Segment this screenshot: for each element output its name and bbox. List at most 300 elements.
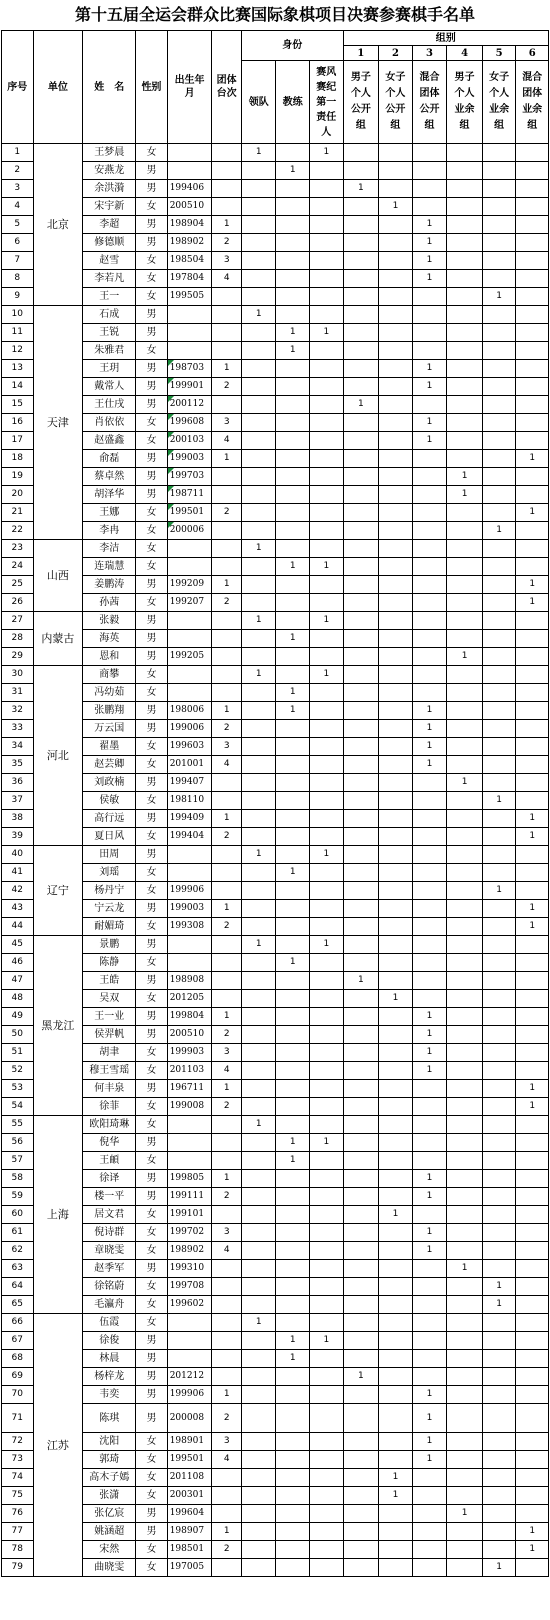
cell-name: 安燕龙 [83, 162, 136, 180]
cell-group-3 [412, 792, 447, 810]
cell-seq: 77 [2, 1523, 34, 1541]
cell-seq: 5 [2, 216, 34, 234]
cell-born: 198501 [167, 1541, 212, 1559]
cell-gender: 男 [136, 1026, 168, 1044]
cell-gender: 女 [136, 1541, 168, 1559]
cell-gender: 女 [136, 522, 168, 540]
cell-group-5 [482, 1224, 516, 1242]
cell-born: 197005 [167, 1559, 212, 1577]
table-row [2, 666, 549, 684]
cell-discipline [310, 990, 344, 1008]
cell-gender: 男 [136, 1008, 168, 1026]
cell-group-5 [482, 846, 516, 864]
cell-team [212, 1152, 241, 1170]
cell-team [212, 468, 241, 486]
cell-coach [276, 882, 310, 900]
cell-gender: 女 [136, 540, 168, 558]
cell-seq: 21 [2, 504, 34, 522]
cell-group-1 [343, 882, 379, 900]
cell-seq: 19 [2, 468, 34, 486]
cell-coach [276, 1296, 310, 1314]
cell-name: 翟墨 [83, 738, 136, 756]
cell-group-3 [412, 324, 447, 342]
cell-coach [276, 432, 310, 450]
cell-group-5 [482, 954, 516, 972]
cell-seq: 40 [2, 846, 34, 864]
table-row [2, 1541, 549, 1559]
cell-group-2 [379, 162, 413, 180]
cell-group-1 [343, 1098, 379, 1116]
cell-group-6: 1 [516, 594, 549, 612]
cell-group-3 [412, 1116, 447, 1134]
cell-group-3: 1 [412, 360, 447, 378]
cell-discipline [310, 360, 344, 378]
cell-unit: 河北 [33, 666, 83, 846]
cell-group-2 [379, 1505, 413, 1523]
cell-group-2 [379, 720, 413, 738]
cell-name: 连瑞慧 [83, 558, 136, 576]
cell-group-1 [343, 540, 379, 558]
cell-gender: 男 [136, 1260, 168, 1278]
cell-unit: 内蒙古 [33, 612, 83, 666]
cell-team: 2 [212, 1098, 241, 1116]
cell-born [167, 936, 212, 954]
cell-discipline [310, 486, 344, 504]
cell-seq: 6 [2, 234, 34, 252]
cell-group-2 [379, 1296, 413, 1314]
cell-name: 高木子嫣 [83, 1469, 136, 1487]
cell-group-6 [516, 774, 549, 792]
cell-seq: 25 [2, 576, 34, 594]
cell-group-3 [412, 972, 447, 990]
cell-leader [241, 1541, 276, 1559]
cell-group-6 [516, 720, 549, 738]
cell-born: 199602 [167, 1296, 212, 1314]
cell-name: 徐俊 [83, 1332, 136, 1350]
cell-leader [241, 324, 276, 342]
cell-team: 3 [212, 252, 241, 270]
cell-group-4 [447, 990, 483, 1008]
cell-group-1 [343, 630, 379, 648]
cell-seq: 22 [2, 522, 34, 540]
cell-seq: 1 [2, 144, 34, 162]
cell-group-2 [379, 1350, 413, 1368]
cell-group-4 [447, 720, 483, 738]
cell-group-2 [379, 1026, 413, 1044]
cell-leader [241, 972, 276, 990]
cell-group-1 [343, 1541, 379, 1559]
header-unit: 单位 [33, 31, 83, 144]
cell-group-2 [379, 1368, 413, 1386]
cell-coach [276, 144, 310, 162]
cell-group-1 [343, 1044, 379, 1062]
cell-team [212, 954, 241, 972]
table-row [2, 1224, 549, 1242]
cell-seq: 46 [2, 954, 34, 972]
cell-group-6 [516, 1044, 549, 1062]
cell-team [212, 486, 241, 504]
cell-seq: 17 [2, 432, 34, 450]
cell-discipline [310, 234, 344, 252]
cell-group-4 [447, 504, 483, 522]
cell-discipline [310, 1224, 344, 1242]
cell-group-4 [447, 954, 483, 972]
cell-name: 肖依依 [83, 414, 136, 432]
cell-group-4 [447, 1224, 483, 1242]
cell-group-2 [379, 1260, 413, 1278]
cell-leader [241, 396, 276, 414]
cell-leader [241, 1386, 276, 1404]
cell-group-2 [379, 324, 413, 342]
cell-group-5 [482, 1368, 516, 1386]
cell-group-2 [379, 702, 413, 720]
cell-group-2 [379, 1224, 413, 1242]
cell-born: 201212 [167, 1368, 212, 1386]
cell-seq: 66 [2, 1314, 34, 1332]
cell-team: 2 [212, 594, 241, 612]
cell-coach: 1 [276, 702, 310, 720]
cell-group-1 [343, 1296, 379, 1314]
cell-seq: 8 [2, 270, 34, 288]
cell-group-3 [412, 1080, 447, 1098]
cell-born [167, 558, 212, 576]
cell-born: 199703 [167, 468, 212, 486]
cell-born: 200008 [167, 1404, 212, 1433]
cell-name: 杨梓龙 [83, 1368, 136, 1386]
cell-discipline [310, 594, 344, 612]
cell-gender: 男 [136, 900, 168, 918]
cell-group-2 [379, 378, 413, 396]
cell-group-1 [343, 504, 379, 522]
cell-group-1 [343, 522, 379, 540]
cell-name: 胡聿 [83, 1044, 136, 1062]
cell-born: 199003 [167, 450, 212, 468]
cell-born: 199111 [167, 1188, 212, 1206]
cell-name: 张亿宸 [83, 1505, 136, 1523]
cell-group-3: 1 [412, 432, 447, 450]
cell-group-2: 1 [379, 1206, 413, 1224]
cell-group-2 [379, 684, 413, 702]
cell-group-4 [447, 1523, 483, 1541]
cell-group-4 [447, 1433, 483, 1451]
cell-coach [276, 216, 310, 234]
table-row [2, 306, 549, 324]
cell-group-5 [482, 1469, 516, 1487]
header-leader: 领队 [241, 61, 276, 144]
cell-group-2 [379, 396, 413, 414]
cell-name: 沈阳 [83, 1433, 136, 1451]
cell-group-5 [482, 234, 516, 252]
cell-leader: 1 [241, 144, 276, 162]
cell-group-1 [343, 828, 379, 846]
table-row [2, 810, 549, 828]
cell-group-4: 1 [447, 648, 483, 666]
cell-group-5 [482, 360, 516, 378]
cell-leader [241, 1332, 276, 1350]
cell-team [212, 792, 241, 810]
cell-born: 198711 [167, 486, 212, 504]
cell-group-2 [379, 342, 413, 360]
cell-born: 199604 [167, 1505, 212, 1523]
cell-born: 198110 [167, 792, 212, 810]
cell-seq: 65 [2, 1296, 34, 1314]
cell-seq: 3 [2, 180, 34, 198]
cell-team: 2 [212, 1026, 241, 1044]
cell-coach [276, 666, 310, 684]
cell-group-1 [343, 288, 379, 306]
cell-seq: 56 [2, 1134, 34, 1152]
cell-seq: 69 [2, 1368, 34, 1386]
cell-name: 陈琪 [83, 1404, 136, 1433]
cell-team: 2 [212, 1404, 241, 1433]
cell-name: 胡泽华 [83, 486, 136, 504]
cell-born [167, 540, 212, 558]
cell-group-5 [482, 756, 516, 774]
cell-born: 199608 [167, 414, 212, 432]
cell-coach [276, 720, 310, 738]
cell-group-6 [516, 846, 549, 864]
cell-coach [276, 972, 310, 990]
cell-group-1 [343, 1386, 379, 1404]
cell-team [212, 162, 241, 180]
cell-team: 4 [212, 1242, 241, 1260]
cell-group-1 [343, 234, 379, 252]
cell-leader [241, 810, 276, 828]
cell-team [212, 774, 241, 792]
table-row [2, 1152, 549, 1170]
cell-gender: 女 [136, 198, 168, 216]
cell-group-6 [516, 180, 549, 198]
cell-group-3: 1 [412, 414, 447, 432]
cell-discipline [310, 1487, 344, 1505]
cell-group-1 [343, 468, 379, 486]
cell-group-3 [412, 396, 447, 414]
cell-group-2 [379, 558, 413, 576]
cell-team [212, 684, 241, 702]
cell-born: 199804 [167, 1008, 212, 1026]
cell-group-4 [447, 288, 483, 306]
cell-seq: 38 [2, 810, 34, 828]
cell-group-2 [379, 648, 413, 666]
cell-group-6 [516, 288, 549, 306]
cell-discipline [310, 468, 344, 486]
cell-gender: 男 [136, 1523, 168, 1541]
cell-born: 199505 [167, 288, 212, 306]
cell-born [167, 162, 212, 180]
cell-group-2 [379, 576, 413, 594]
cell-name: 商攀 [83, 666, 136, 684]
cell-group-6 [516, 1386, 549, 1404]
table-row [2, 1062, 549, 1080]
cell-group-3: 1 [412, 756, 447, 774]
cell-born: 200112 [167, 396, 212, 414]
table-row [2, 558, 549, 576]
cell-born: 199101 [167, 1206, 212, 1224]
cell-coach [276, 180, 310, 198]
cell-group-1 [343, 342, 379, 360]
cell-group-4 [447, 1404, 483, 1433]
cell-born: 199903 [167, 1044, 212, 1062]
header-team [212, 31, 241, 144]
roster-body [2, 144, 549, 1577]
cell-leader [241, 990, 276, 1008]
cell-group-1 [343, 1469, 379, 1487]
cell-leader [241, 468, 276, 486]
cell-born [167, 864, 212, 882]
cell-group-1 [343, 738, 379, 756]
cell-group-3 [412, 468, 447, 486]
cell-team: 3 [212, 738, 241, 756]
cell-coach [276, 828, 310, 846]
cell-seq: 15 [2, 396, 34, 414]
cell-gender: 女 [136, 288, 168, 306]
cell-leader [241, 378, 276, 396]
cell-name: 张潇 [83, 1487, 136, 1505]
cell-coach [276, 540, 310, 558]
cell-born [167, 630, 212, 648]
cell-group-4 [447, 738, 483, 756]
table-row [2, 630, 549, 648]
cell-discipline [310, 648, 344, 666]
cell-group-2 [379, 450, 413, 468]
cell-discipline [310, 1098, 344, 1116]
cell-discipline [310, 810, 344, 828]
cell-group-1 [343, 306, 379, 324]
cell-group-4 [447, 1080, 483, 1098]
table-row [2, 216, 549, 234]
roster-table [1, 30, 549, 1577]
cell-seq: 78 [2, 1541, 34, 1559]
cell-group-4 [447, 1350, 483, 1368]
group-number-1: 1 [343, 46, 379, 61]
cell-coach [276, 1098, 310, 1116]
cell-leader [241, 864, 276, 882]
table-row [2, 684, 549, 702]
cell-gender: 女 [136, 1296, 168, 1314]
cell-team [212, 1559, 241, 1577]
cell-group-4 [447, 216, 483, 234]
header-born [167, 31, 212, 144]
cell-seq: 9 [2, 288, 34, 306]
cell-group-5 [482, 1206, 516, 1224]
group-name-5 [482, 61, 516, 144]
cell-name: 王一 [83, 288, 136, 306]
cell-gender: 女 [136, 1469, 168, 1487]
cell-discipline [310, 684, 344, 702]
cell-name: 徐译 [83, 1170, 136, 1188]
cell-team: 2 [212, 720, 241, 738]
cell-leader: 1 [241, 666, 276, 684]
cell-gender: 女 [136, 342, 168, 360]
cell-gender: 男 [136, 396, 168, 414]
cell-leader [241, 900, 276, 918]
cell-group-1 [343, 1026, 379, 1044]
cell-seq: 79 [2, 1559, 34, 1577]
cell-leader [241, 648, 276, 666]
cell-group-5 [482, 270, 516, 288]
cell-born [167, 306, 212, 324]
cell-group-6 [516, 792, 549, 810]
cell-name: 宋宇新 [83, 198, 136, 216]
cell-group-4 [447, 936, 483, 954]
cell-group-1 [343, 684, 379, 702]
cell-group-1 [343, 1008, 379, 1026]
cell-discipline [310, 1559, 344, 1577]
cell-team [212, 630, 241, 648]
cell-team: 1 [212, 900, 241, 918]
cell-leader [241, 1044, 276, 1062]
cell-coach [276, 1559, 310, 1577]
cell-team: 4 [212, 1451, 241, 1469]
cell-coach [276, 1206, 310, 1224]
cell-group-3: 1 [412, 1062, 447, 1080]
cell-group-2 [379, 216, 413, 234]
cell-seq: 72 [2, 1433, 34, 1451]
cell-gender: 男 [136, 630, 168, 648]
cell-gender: 男 [136, 1386, 168, 1404]
cell-group-1 [343, 918, 379, 936]
cell-discipline [310, 1152, 344, 1170]
cell-name: 万云国 [83, 720, 136, 738]
cell-leader [241, 522, 276, 540]
cell-team: 1 [212, 216, 241, 234]
cell-born: 199404 [167, 828, 212, 846]
cell-born: 198901 [167, 1433, 212, 1451]
cell-group-6: 1 [516, 1080, 549, 1098]
cell-gender: 女 [136, 432, 168, 450]
cell-discipline [310, 900, 344, 918]
cell-group-5 [482, 540, 516, 558]
cell-born [167, 666, 212, 684]
cell-team [212, 522, 241, 540]
cell-group-3: 1 [412, 378, 447, 396]
cell-discipline [310, 576, 344, 594]
cell-group-3 [412, 684, 447, 702]
cell-seq: 29 [2, 648, 34, 666]
cell-group-5 [482, 306, 516, 324]
cell-coach [276, 1404, 310, 1433]
table-row [2, 792, 549, 810]
cell-gender: 男 [136, 1134, 168, 1152]
cell-gender: 女 [136, 1116, 168, 1134]
cell-coach [276, 1026, 310, 1044]
cell-team: 2 [212, 504, 241, 522]
cell-name: 宁云龙 [83, 900, 136, 918]
cell-group-2 [379, 360, 413, 378]
cell-group-4 [447, 756, 483, 774]
cell-group-5: 1 [482, 522, 516, 540]
cell-group-5 [482, 1134, 516, 1152]
cell-born [167, 1332, 212, 1350]
cell-group-4 [447, 828, 483, 846]
cell-seq: 23 [2, 540, 34, 558]
cell-group-6 [516, 252, 549, 270]
cell-group-2 [379, 792, 413, 810]
cell-discipline: 1 [310, 324, 344, 342]
cell-group-6 [516, 360, 549, 378]
cell-group-2 [379, 432, 413, 450]
cell-discipline [310, 540, 344, 558]
cell-discipline [310, 1505, 344, 1523]
cell-group-5: 1 [482, 1296, 516, 1314]
group-name-label: 混合团体业余组 [522, 72, 543, 131]
cell-born [167, 1152, 212, 1170]
cell-group-1 [343, 414, 379, 432]
cell-coach [276, 792, 310, 810]
cell-group-5 [482, 342, 516, 360]
cell-group-6 [516, 972, 549, 990]
cell-group-1 [343, 576, 379, 594]
